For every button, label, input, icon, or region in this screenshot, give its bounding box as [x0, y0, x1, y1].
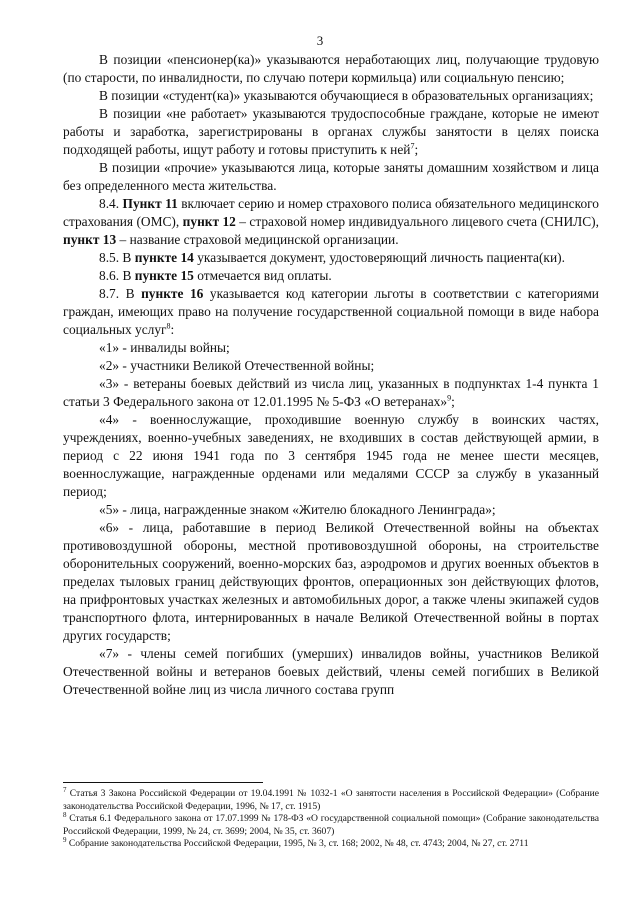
section-8-6: 8.6. В пункте 15 отмечается вид оплаты. — [99, 268, 332, 283]
footnotes — [63, 785, 599, 851]
footnote-ref-9: 9 — [447, 393, 452, 403]
section-8-7: 8.7. В пункте 16 указывается код категории льготы в соответствии с категориями граждан, имеющих право на получение государственной социальной помощи в виде набора социальных услуг$^8$: — [63, 286, 599, 337]
category-6: «6» - лица, работавшие в период Великой Отечественной войны на объектах противовоздушной обороны, местной противовоздушной обороны, на строительстве оборонительных сооружений, военно-морских баз, аэродромов и других военных объектов в пределах тыловых границ действующих фронтов, операционных зон действующих флотов, на прифронтовых участках железных и автомобильных дорог, а также члены экипажей судов транспортного флота, интернированных в начале Великой Отечественной войны в портах других государств; — [63, 520, 599, 643]
footnote-text: Собрание законодательства Российской Федерации, 1995, № 3, ст. 168; 2002, № 48, ст. 4743; 2004, № 27, ст. 2711 — [68, 838, 529, 850]
document-body — [63, 51, 599, 699]
footnote-mark: 9 — [63, 836, 67, 845]
footnote-ref-7: 7 — [410, 141, 415, 151]
category-3: «3» - ветераны боевых действий из числа лиц, указанных в подпунктах 1-4 пункта 1 статьи 3 Федерального закона от 12.01.1995 № 5-ФЗ «О ветеранах»$^9$; — [63, 376, 599, 409]
footnote-8 — [63, 813, 599, 838]
category-2: «2» - участники Великой Отечественной войны; — [99, 358, 375, 373]
footnote-divider — [63, 782, 263, 783]
footnote-9 — [63, 838, 599, 851]
category-5: «5» - лица, награжденные знаком «Жителю блокадного Ленинграда»; — [99, 502, 496, 517]
section-8-4: 8.4. Пункт 11 включает серию и номер страхового полиса обязательного медицинского страхования (ОМС), пункт 12 – страховой номер индивидуального лицевого счета (СНИЛС), пункт 13 – название страховой медицинской организации. — [63, 196, 599, 247]
category-7: «7» - члены семей погибших (умерших) инвалидов войны, участников Великой Отечественной войны и ветеранов боевых действий, члены семей погибших в Великой Отечественной войне лиц из числа личного состава групп — [63, 646, 599, 697]
footnote-text: Статья 3 Закона Российской Федерации от 19.04.1991 № 1032-1 «О занятости населения в Российской Федерации» (Собрание законодательства Российской Федерации, 1996, № 17, ст. 1915) — [63, 788, 599, 812]
paragraph-unemployed: В позиции «не работает» указываются трудоспособные граждане, которые не имеют работы и заработка, зарегистрированы в органах службы занятости в целях поиска подходящей работы, ищут работу и готовы приступить к ней$^7$; — [63, 106, 599, 157]
paragraph-other: В позиции «прочие» указываются лица, которые заняты домашним хозяйством и лица без определенного места жительства. — [63, 160, 599, 193]
footnote-ref-8: 8 — [166, 321, 171, 331]
page-number: 3 — [316, 33, 324, 48]
paragraph-student: В позиции «студент(ка)» указываются обучающиеся в образовательных организациях; — [99, 88, 594, 103]
footnote-7 — [63, 785, 599, 813]
footnote-mark: 8 — [63, 811, 67, 819]
category-4: «4» - военнослужащие, проходившие военную службу в воинских частях, учреждениях, военно-учебных заведениях, не входивших в состав действующей армии, в период с 22 июня 1941 года по 3 сентября 1945 года не менее шести месяцев, военнослужащие, награжденные орденами или медалями СССР за службу в указанный период; — [63, 412, 599, 499]
footnote-text: Статья 6.1 Федерального закона от 17.07.1999 № 178-ФЗ «О государственной социальной помощи» (Собрание законодательства Российской Федерации, 1999, № 24, ст. 3699; 2004, № 35, ст. 3607) — [63, 813, 599, 837]
footnote-mark: 7 — [63, 785, 67, 794]
category-1: «1» - инвалиды войны; — [99, 340, 230, 355]
section-8-5: 8.5. В пункте 14 указывается документ, удостоверяющий личность пациента(ки). — [99, 250, 565, 265]
paragraph-pensioner: В позиции «пенсионер(ка)» указываются неработающих лиц, получающие трудовую (по старости, по инвалидности, по случаю потери кормильца) или социальную пенсию; — [63, 52, 599, 85]
